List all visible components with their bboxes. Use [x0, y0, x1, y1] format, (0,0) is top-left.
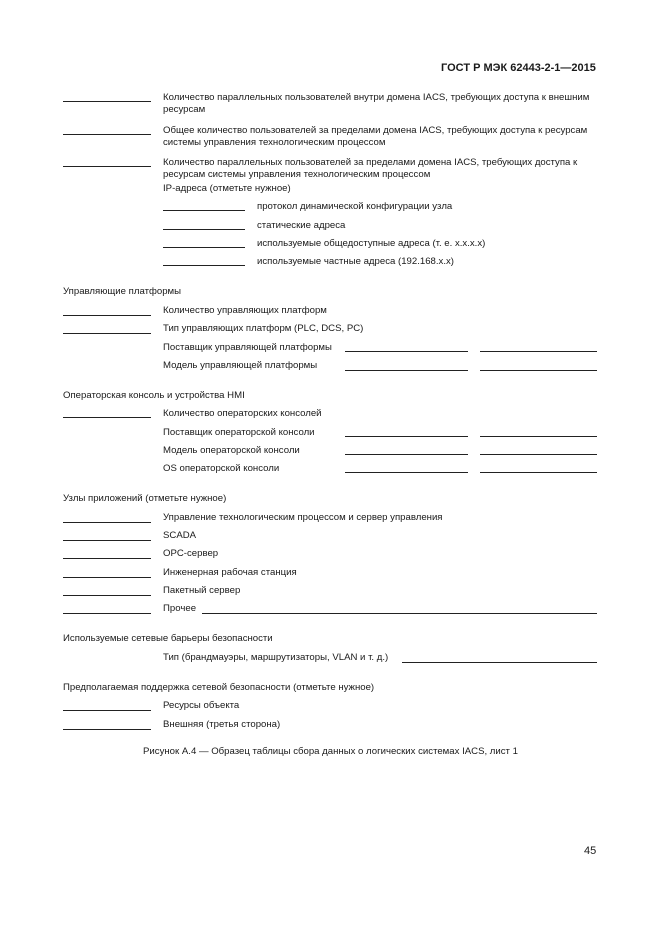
hmi-model-label: Модель операторской консоли [163, 445, 300, 456]
blank-line[interactable] [63, 315, 151, 316]
users-external-parallel-label: Количество параллельных пользователей за пределами домена IACS, требующих доступа к ресурсам системы управления технологическим процессом [163, 157, 578, 180]
hmi-title: Операторская консоль и устройства HMI [63, 390, 245, 401]
blank-line[interactable] [163, 265, 245, 266]
firewalls-title: Используемые сетевые барьеры безопасности [63, 633, 273, 644]
blank-line[interactable] [63, 134, 151, 135]
blank-line[interactable] [163, 229, 245, 230]
blank-line[interactable] [345, 472, 468, 473]
app-scada: SCADA [163, 530, 197, 541]
blank-line[interactable] [345, 351, 468, 352]
ip-option-static: статические адреса [257, 220, 346, 231]
users-internal-label: Количество параллельных пользователей внутри домена IACS, требующих доступа к внешним ресурсам [163, 92, 590, 115]
app-opc: OPC-сервер [163, 548, 219, 559]
control-count-label: Количество управляющих платформ [163, 305, 327, 316]
figure-caption: Рисунок А.4 — Образец таблицы сбора данных о логических системах IACS, лист 1 [143, 746, 518, 757]
blank-line[interactable] [63, 595, 151, 596]
ip-title: IP-адреса (отметьте нужное) [163, 183, 291, 194]
blank-line[interactable] [63, 558, 151, 559]
blank-line[interactable] [63, 729, 151, 730]
blank-line[interactable] [63, 522, 151, 523]
control-title: Управляющие платформы [63, 286, 182, 297]
support-site: Ресурсы объекта [163, 700, 240, 711]
blank-line[interactable] [345, 454, 468, 455]
blank-line[interactable] [480, 454, 597, 455]
blank-line[interactable] [480, 472, 597, 473]
blank-line[interactable] [345, 370, 468, 371]
support-external: Внешняя (третья сторона) [163, 719, 281, 730]
users-external-total-label: Общее количество пользователей за пределами домена IACS, требующих доступа к ресурсам системы управления технологическим процессом [163, 125, 588, 148]
blank-line[interactable] [63, 710, 151, 711]
app-process-control: Управление технологическим процессом и сервер управления [163, 512, 443, 523]
blank-line[interactable] [202, 613, 597, 614]
control-model-label: Модель управляющей платформы [163, 360, 318, 371]
blank-line[interactable] [345, 436, 468, 437]
blank-line[interactable] [63, 166, 151, 167]
ip-option-public: используемые общедоступные адреса (т. е. x.x.x.x) [257, 238, 486, 249]
blank-line[interactable] [63, 333, 151, 334]
blank-line[interactable] [163, 247, 245, 248]
app-batch: Пакетный сервер [163, 585, 241, 596]
app-engineering: Инженерная рабочая станция [163, 567, 297, 578]
apps-title: Узлы приложений (отметьте нужное) [63, 493, 227, 504]
blank-line[interactable] [480, 370, 597, 371]
page-number: 45 [584, 845, 597, 857]
hmi-os-label: OS операторской консоли [163, 463, 280, 474]
standard-header: ГОСТ Р МЭК 62443-2-1—2015 [441, 62, 596, 74]
blank-line[interactable] [402, 662, 597, 663]
blank-line[interactable] [480, 351, 597, 352]
ip-option-dhcp: протокол динамической конфигурации узла [257, 201, 453, 212]
hmi-vendor-label: Поставщик операторской консоли [163, 427, 315, 438]
blank-line[interactable] [63, 417, 151, 418]
ip-option-private: используемые частные адреса (192.168.x.x) [257, 256, 454, 267]
control-type-label: Тип управляющих платформ (PLC, DCS, PC) [163, 323, 364, 334]
app-other: Прочее [163, 603, 197, 614]
control-vendor-label: Поставщик управляющей платформы [163, 342, 332, 353]
blank-line[interactable] [63, 540, 151, 541]
firewalls-type-label: Тип (брандмауэры, маршрутизаторы, VLAN и т. д.) [163, 652, 389, 663]
blank-line[interactable] [63, 613, 151, 614]
blank-line[interactable] [63, 101, 151, 102]
hmi-count-label: Количество операторских консолей [163, 408, 322, 419]
blank-line[interactable] [63, 577, 151, 578]
blank-line[interactable] [480, 436, 597, 437]
blank-line[interactable] [163, 210, 245, 211]
support-title: Предполагаемая поддержка сетевой безопасности (отметьте нужное) [63, 682, 375, 693]
